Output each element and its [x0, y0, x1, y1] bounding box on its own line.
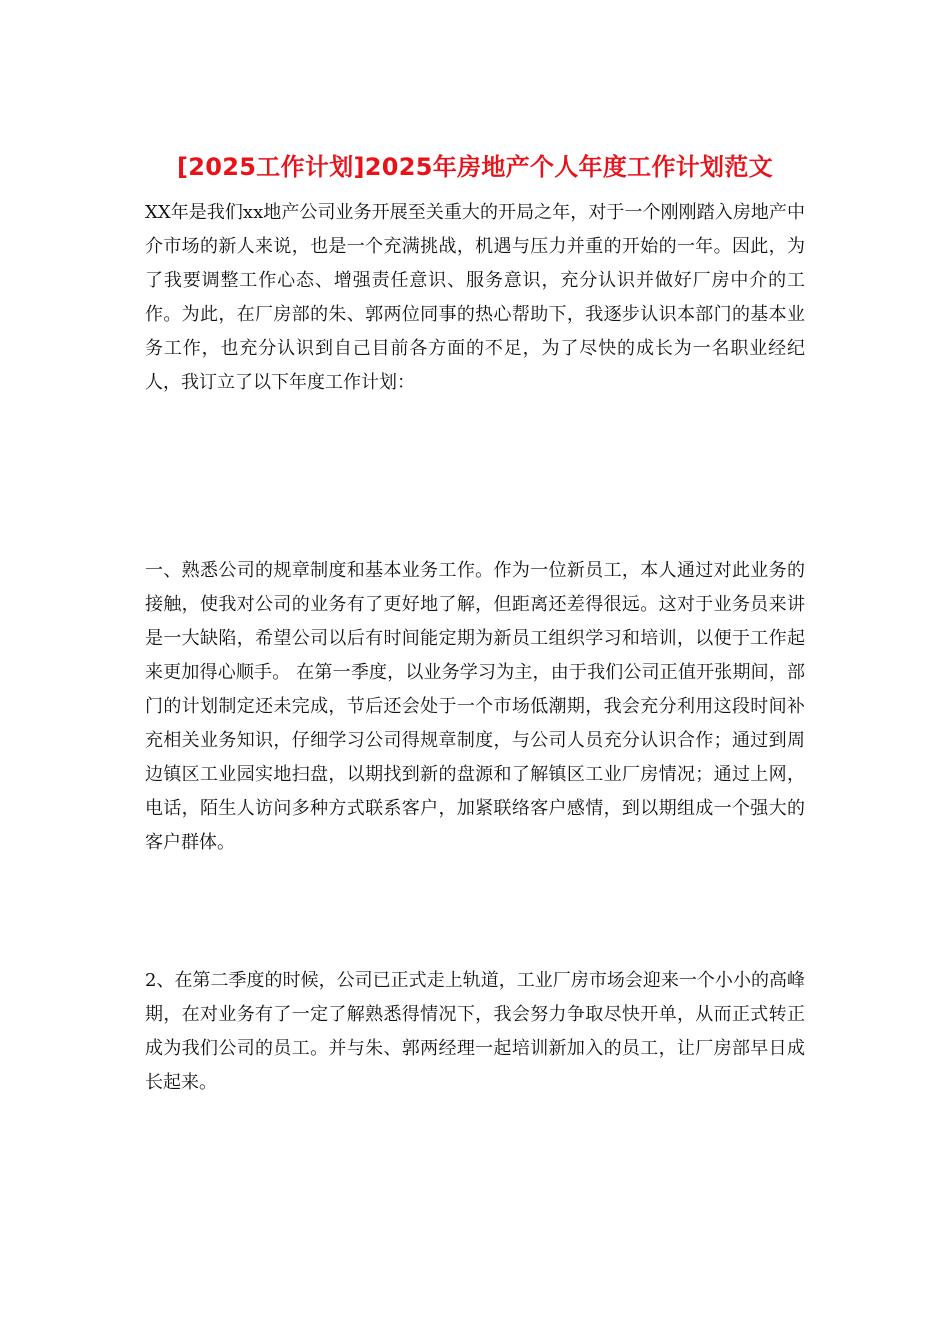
section-two-paragraph: 2、在第二季度的时候，公司已正式走上轨道，工业厂房市场会迎来一个小小的高峰期，在对业务有了一定了解熟悉得情况下，我会努力争取尽快开单，从而正式转正成为我们公司的员工。并与朱、郭两经理一起培训新加入的员工，让厂房部早日成长起来。: [145, 970, 805, 1093]
intro-paragraph: XX年是我们xx地产公司业务开展至关重大的开局之年，对于一个刚刚踏入房地产中介市场的新人来说，也是一个充满挑战，机遇与压力并重的开始的一年。因此，为了我要调整工作心态、增强责任意识、服务意识，充分认识并做好厂房中介的工作。为此，在厂房部的朱、郭两位同事的热心帮助下，我逐步认识本部门的基本业务工作，也充分认识到自己目前各方面的不足，为了尽快的成长为一名职业经纪人，我订立了以下年度工作计划：: [145, 202, 805, 393]
section-one-paragraph: 一、熟悉公司的规章制度和基本业务工作。作为一位新员工，本人通过对此业务的接触，使我对公司的业务有了更好地了解，但距离还差得很远。这对于业务员来讲是一大缺陷，希望公司以后有时间能定期为新员工组织学习和培训，以便于工作起来更加得心顺手。 在第一季度，以业务学习为主，由于我们公司正值开张期间，部门的计划制定还未完成，节后还会处于一个市场低潮期，我会充分利用这段时间补充相关业务知识，仔细学习公司得规章制度，与公司人员充分认识合作；通过到周边镇区工业园实地扫盘，以期找到新的盘源和了解镇区工业厂房情况；通过上网，电话，陌生人访问多种方式联系客户，加紧联络客户感情，到以期组成一个强大的客户群体。: [145, 560, 805, 853]
page-title: [2025工作计划]2025年房地产个人年度工作计划范文: [177, 153, 773, 181]
